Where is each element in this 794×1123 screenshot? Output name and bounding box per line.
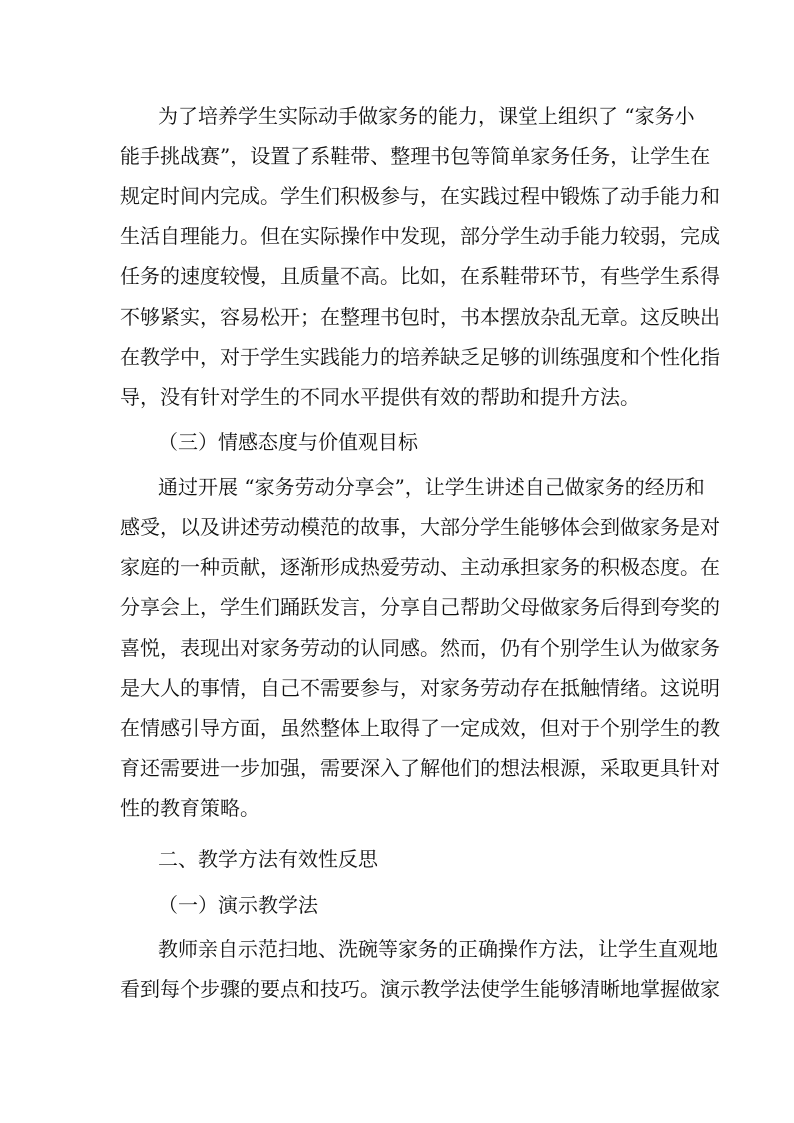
section-heading-teaching-methods: 二、教学方法有效性反思 [158, 847, 378, 871]
text-line: 规定时间内完成。学生们积极参与，在实践过程中锻炼了动手能力和 [120, 184, 720, 208]
text-line: 喜悦，表现出对家务劳动的认同感。然而，仍有个别学生认为做家务 [120, 636, 720, 660]
text-line: 感受，以及讲述劳动模范的故事，大部分学生能够体会到做家务是对 [120, 515, 720, 539]
text-line: 能手挑战赛”，设置了系鞋带、整理书包等简单家务任务，让学生在 [120, 144, 711, 168]
text-line: 分享会上，学生们踊跃发言，分享自己帮助父母做家务后得到夸奖的 [120, 595, 720, 619]
text-line: 生活自理能力。但在实际操作中发现，部分学生动手能力较弱，完成 [120, 224, 720, 248]
text-line: 导，没有针对学生的不同水平提供有效的帮助和提升方法。 [120, 385, 640, 409]
section-heading-emotion-attitude: （三）情感态度与价值观目标 [158, 430, 418, 454]
text-line: 育还需要进一步加强，需要深入了解他们的想法根源，采取更具针对 [120, 756, 720, 780]
text-line: 看到每个步骤的要点和技巧。演示教学法使学生能够清晰地掌握做家 [120, 977, 720, 1001]
text-line: 在情感引导方面，虽然整体上取得了一定成效，但对于个别学生的教 [120, 716, 720, 740]
text-line: 不够紧实，容易松开；在整理书包时，书本摆放杂乱无章。这反映出 [120, 305, 720, 329]
text-line: 家庭的一种贡献，逐渐形成热爱劳动、主动承担家务的积极态度。在 [120, 555, 720, 579]
text-line: 任务的速度较慢，且质量不高。比如，在系鞋带环节，有些学生系得 [120, 264, 720, 288]
text-line: 通过开展 “家务劳动分享会”，让学生讲述自己做家务的经历和 [158, 475, 705, 499]
text-line: 是大人的事情，自己不需要参与，对家务劳动存在抵触情绪。这说明 [120, 676, 720, 700]
text-line: 为了培养学生实际动手做家务的能力，课堂上组织了 “家务小 [158, 104, 695, 128]
text-line: 在教学中，对于学生实践能力的培养缺乏足够的训练强度和个性化指 [120, 345, 720, 369]
text-line: 性的教育策略。 [120, 796, 260, 820]
subsection-heading-demonstration: （一）演示教学法 [158, 893, 318, 917]
text-line: 教师亲自示范扫地、洗碗等家务的正确操作方法，让学生直观地 [158, 937, 718, 961]
